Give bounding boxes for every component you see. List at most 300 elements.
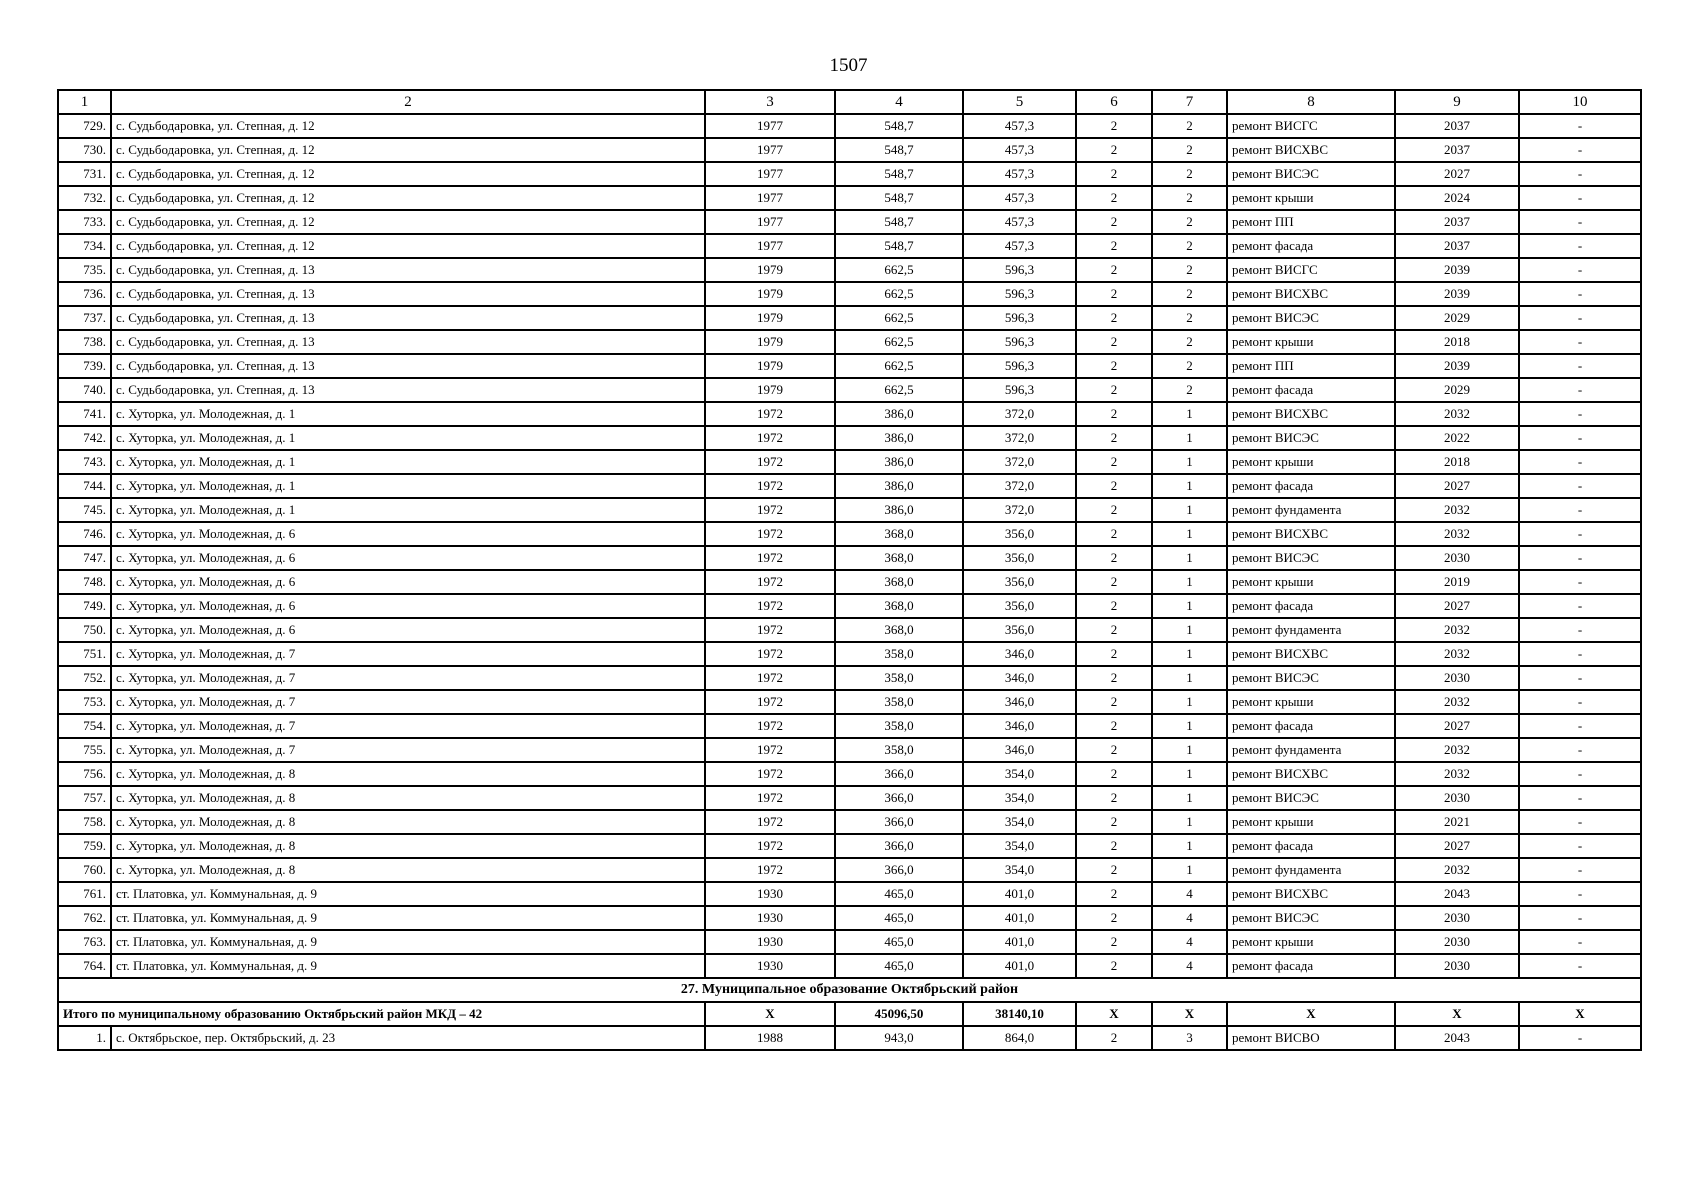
table-row: [58, 834, 1641, 858]
table-row: [58, 306, 1641, 330]
entrances-cell: 4: [1152, 930, 1227, 954]
year-built-cell: 1977: [705, 114, 835, 138]
repair-type-cell: ремонт ВИСЭС: [1227, 546, 1395, 570]
year-built-cell: 1977: [705, 162, 835, 186]
row-number-cell: 741.: [58, 402, 111, 426]
living-area-cell: 354,0: [963, 786, 1076, 810]
year-built-cell: 1972: [705, 858, 835, 882]
address-cell: с. Хуторка, ул. Молодежная, д. 6: [111, 570, 705, 594]
row-number-cell: 729.: [58, 114, 111, 138]
total-area-cell: 358,0: [835, 738, 963, 762]
entrances-cell: 4: [1152, 906, 1227, 930]
table-row: [58, 858, 1641, 882]
planned-year-cell: 2030: [1395, 954, 1519, 978]
note-cell: -: [1519, 930, 1641, 954]
entrances-cell: 2: [1152, 162, 1227, 186]
entrances-cell: 1: [1152, 738, 1227, 762]
floors-cell: 2: [1076, 762, 1152, 786]
total-area-cell: 368,0: [835, 570, 963, 594]
note-cell: -: [1519, 810, 1641, 834]
total-area-cell: 662,5: [835, 282, 963, 306]
table-row: [58, 234, 1641, 258]
entrances-cell: 4: [1152, 954, 1227, 978]
row-number-cell: 738.: [58, 330, 111, 354]
row-number-cell: 744.: [58, 474, 111, 498]
row-number-cell: 764.: [58, 954, 111, 978]
address-cell: с. Хуторка, ул. Молодежная, д. 1: [111, 474, 705, 498]
entrances-cell: 1: [1152, 450, 1227, 474]
year-built-cell: 1979: [705, 258, 835, 282]
living-area-cell: 354,0: [963, 762, 1076, 786]
table-row: [58, 1026, 1641, 1050]
note-cell: -: [1519, 426, 1641, 450]
total-value-cell: 38140,10: [963, 1002, 1076, 1026]
living-area-cell: 356,0: [963, 546, 1076, 570]
entrances-cell: 1: [1152, 834, 1227, 858]
address-cell: с. Судьбодаровка, ул. Степная, д. 12: [111, 114, 705, 138]
living-area-cell: 457,3: [963, 234, 1076, 258]
repair-type-cell: ремонт ПП: [1227, 210, 1395, 234]
address-cell: с. Судьбодаровка, ул. Степная, д. 13: [111, 282, 705, 306]
planned-year-cell: 2030: [1395, 930, 1519, 954]
living-area-cell: 401,0: [963, 882, 1076, 906]
total-area-cell: 386,0: [835, 498, 963, 522]
floors-cell: 2: [1076, 114, 1152, 138]
floors-cell: 2: [1076, 618, 1152, 642]
entrances-cell: 2: [1152, 114, 1227, 138]
table-row: [58, 258, 1641, 282]
repair-type-cell: ремонт фундамента: [1227, 858, 1395, 882]
table-row: [58, 570, 1641, 594]
address-cell: с. Хуторка, ул. Молодежная, д. 1: [111, 426, 705, 450]
address-cell: с. Хуторка, ул. Молодежная, д. 6: [111, 522, 705, 546]
year-built-cell: 1979: [705, 330, 835, 354]
row-number-cell: 735.: [58, 258, 111, 282]
entrances-cell: 1: [1152, 546, 1227, 570]
entrances-cell: 2: [1152, 258, 1227, 282]
living-area-cell: 457,3: [963, 114, 1076, 138]
total-area-cell: 662,5: [835, 258, 963, 282]
column-header: 9: [1395, 90, 1519, 114]
page-number: 1507: [829, 55, 868, 76]
note-cell: -: [1519, 474, 1641, 498]
address-cell: с. Хуторка, ул. Молодежная, д. 8: [111, 858, 705, 882]
note-cell: -: [1519, 786, 1641, 810]
row-number-cell: 734.: [58, 234, 111, 258]
table-body: [58, 90, 1641, 1050]
living-area-cell: 372,0: [963, 426, 1076, 450]
row-number-cell: 746.: [58, 522, 111, 546]
table-row: [58, 522, 1641, 546]
row-number-cell: 748.: [58, 570, 111, 594]
year-built-cell: 1972: [705, 666, 835, 690]
address-cell: с. Хуторка, ул. Молодежная, д. 1: [111, 450, 705, 474]
entrances-cell: 1: [1152, 858, 1227, 882]
table-row: [58, 594, 1641, 618]
total-area-cell: 386,0: [835, 426, 963, 450]
total-area-cell: 368,0: [835, 546, 963, 570]
address-cell: с. Хуторка, ул. Молодежная, д. 6: [111, 618, 705, 642]
address-cell: с. Судьбодаровка, ул. Степная, д. 12: [111, 210, 705, 234]
total-area-cell: 366,0: [835, 834, 963, 858]
table-row: [58, 330, 1641, 354]
column-header: 10: [1519, 90, 1641, 114]
repair-type-cell: ремонт крыши: [1227, 570, 1395, 594]
living-area-cell: 457,3: [963, 186, 1076, 210]
note-cell: -: [1519, 282, 1641, 306]
row-number-cell: 762.: [58, 906, 111, 930]
planned-year-cell: 2019: [1395, 570, 1519, 594]
entrances-cell: 1: [1152, 522, 1227, 546]
total-label: Итого по муниципальному образованию Октябрьский район МКД – 42: [58, 1002, 705, 1026]
living-area-cell: 356,0: [963, 570, 1076, 594]
planned-year-cell: 2032: [1395, 498, 1519, 522]
total-area-cell: 662,5: [835, 378, 963, 402]
table-row: [58, 666, 1641, 690]
living-area-cell: 596,3: [963, 354, 1076, 378]
living-area-cell: 457,3: [963, 210, 1076, 234]
entrances-cell: 2: [1152, 282, 1227, 306]
living-area-cell: 356,0: [963, 522, 1076, 546]
total-area-cell: 548,7: [835, 234, 963, 258]
year-built-cell: 1972: [705, 762, 835, 786]
row-number-cell: 753.: [58, 690, 111, 714]
total-area-cell: 366,0: [835, 762, 963, 786]
planned-year-cell: 2037: [1395, 234, 1519, 258]
planned-year-cell: 2032: [1395, 738, 1519, 762]
living-area-cell: 346,0: [963, 642, 1076, 666]
total-area-cell: 548,7: [835, 138, 963, 162]
total-area-cell: 358,0: [835, 714, 963, 738]
year-built-cell: 1977: [705, 138, 835, 162]
address-cell: с. Судьбодаровка, ул. Степная, д. 13: [111, 306, 705, 330]
repair-register-table: [57, 89, 1642, 1051]
floors-cell: 2: [1076, 378, 1152, 402]
floors-cell: 2: [1076, 522, 1152, 546]
living-area-cell: 372,0: [963, 498, 1076, 522]
repair-type-cell: ремонт ВИСЭС: [1227, 906, 1395, 930]
repair-type-cell: ремонт ВИСЭС: [1227, 162, 1395, 186]
planned-year-cell: 2027: [1395, 594, 1519, 618]
living-area-cell: 346,0: [963, 666, 1076, 690]
column-header: 1: [58, 90, 111, 114]
note-cell: -: [1519, 858, 1641, 882]
table-row: [58, 690, 1641, 714]
note-cell: -: [1519, 354, 1641, 378]
planned-year-cell: 2030: [1395, 666, 1519, 690]
total-area-cell: 662,5: [835, 330, 963, 354]
year-built-cell: 1972: [705, 450, 835, 474]
address-cell: ст. Платовка, ул. Коммунальная, д. 9: [111, 906, 705, 930]
note-cell: -: [1519, 138, 1641, 162]
row-number-cell: 755.: [58, 738, 111, 762]
planned-year-cell: 2027: [1395, 162, 1519, 186]
table-row: [58, 402, 1641, 426]
row-number-cell: 743.: [58, 450, 111, 474]
column-header: 6: [1076, 90, 1152, 114]
planned-year-cell: 2022: [1395, 426, 1519, 450]
address-cell: с. Судьбодаровка, ул. Степная, д. 13: [111, 378, 705, 402]
planned-year-cell: 2024: [1395, 186, 1519, 210]
table-row: [58, 450, 1641, 474]
repair-type-cell: ремонт фундамента: [1227, 498, 1395, 522]
living-area-cell: 457,3: [963, 162, 1076, 186]
planned-year-cell: 2029: [1395, 378, 1519, 402]
column-header: 2: [111, 90, 705, 114]
note-cell: -: [1519, 402, 1641, 426]
table-row: [58, 498, 1641, 522]
repair-type-cell: ремонт ВИСГС: [1227, 258, 1395, 282]
note-cell: -: [1519, 546, 1641, 570]
planned-year-cell: 2030: [1395, 786, 1519, 810]
entrances-cell: 1: [1152, 714, 1227, 738]
total-area-cell: 465,0: [835, 882, 963, 906]
address-cell: с. Хуторка, ул. Молодежная, д. 8: [111, 810, 705, 834]
total-area-cell: 548,7: [835, 114, 963, 138]
note-cell: -: [1519, 882, 1641, 906]
planned-year-cell: 2032: [1395, 690, 1519, 714]
living-area-cell: 354,0: [963, 810, 1076, 834]
floors-cell: 2: [1076, 282, 1152, 306]
year-built-cell: 1979: [705, 282, 835, 306]
repair-type-cell: ремонт ВИСХВС: [1227, 522, 1395, 546]
total-area-cell: 366,0: [835, 810, 963, 834]
living-area-cell: 457,3: [963, 138, 1076, 162]
entrances-cell: 2: [1152, 210, 1227, 234]
table-row: [58, 930, 1641, 954]
note-cell: -: [1519, 594, 1641, 618]
row-number-cell: 763.: [58, 930, 111, 954]
address-cell: с. Судьбодаровка, ул. Степная, д. 13: [111, 330, 705, 354]
floors-cell: 2: [1076, 138, 1152, 162]
entrances-cell: 1: [1152, 570, 1227, 594]
year-built-cell: 1972: [705, 522, 835, 546]
repair-type-cell: ремонт крыши: [1227, 450, 1395, 474]
total-value-cell: Х: [1152, 1002, 1227, 1026]
note-cell: -: [1519, 186, 1641, 210]
floors-cell: 2: [1076, 738, 1152, 762]
address-cell: ст. Платовка, ул. Коммунальная, д. 9: [111, 930, 705, 954]
year-built-cell: 1977: [705, 186, 835, 210]
living-area-cell: 596,3: [963, 378, 1076, 402]
entrances-cell: 2: [1152, 306, 1227, 330]
repair-type-cell: ремонт ВИСХВС: [1227, 762, 1395, 786]
address-cell: с. Хуторка, ул. Молодежная, д. 8: [111, 762, 705, 786]
note-cell: -: [1519, 906, 1641, 930]
year-built-cell: 1972: [705, 570, 835, 594]
floors-cell: 2: [1076, 930, 1152, 954]
repair-type-cell: ремонт ВИСХВС: [1227, 402, 1395, 426]
year-built-cell: 1972: [705, 642, 835, 666]
row-number-cell: 751.: [58, 642, 111, 666]
row-number-cell: 749.: [58, 594, 111, 618]
total-area-cell: 368,0: [835, 618, 963, 642]
planned-year-cell: 2032: [1395, 618, 1519, 642]
entrances-cell: 1: [1152, 498, 1227, 522]
entrances-cell: 1: [1152, 426, 1227, 450]
planned-year-cell: 2043: [1395, 882, 1519, 906]
repair-type-cell: ремонт фасада: [1227, 714, 1395, 738]
address-cell: с. Хуторка, ул. Молодежная, д. 7: [111, 714, 705, 738]
floors-cell: 2: [1076, 666, 1152, 690]
floors-cell: 2: [1076, 450, 1152, 474]
repair-type-cell: ремонт ВИСЭС: [1227, 306, 1395, 330]
total-value-cell: 45096,50: [835, 1002, 963, 1026]
row-number-cell: 760.: [58, 858, 111, 882]
living-area-cell: 346,0: [963, 690, 1076, 714]
floors-cell: 2: [1076, 786, 1152, 810]
note-cell: -: [1519, 210, 1641, 234]
floors-cell: 2: [1076, 906, 1152, 930]
note-cell: -: [1519, 306, 1641, 330]
row-number-cell: 747.: [58, 546, 111, 570]
address-cell: с. Хуторка, ул. Молодежная, д. 7: [111, 690, 705, 714]
planned-year-cell: 2039: [1395, 354, 1519, 378]
address-cell: с. Судьбодаровка, ул. Степная, д. 13: [111, 354, 705, 378]
row-number-cell: 754.: [58, 714, 111, 738]
repair-type-cell: ремонт ВИСХВС: [1227, 642, 1395, 666]
entrances-cell: 2: [1152, 330, 1227, 354]
year-built-cell: 1972: [705, 738, 835, 762]
section-heading-row: [58, 978, 1641, 1002]
floors-cell: 2: [1076, 426, 1152, 450]
floors-cell: 2: [1076, 234, 1152, 258]
table-row: [58, 762, 1641, 786]
total-area-cell: 366,0: [835, 786, 963, 810]
total-value-cell: Х: [1519, 1002, 1641, 1026]
entrances-cell: 2: [1152, 378, 1227, 402]
repair-type-cell: ремонт крыши: [1227, 690, 1395, 714]
table-row: [58, 426, 1641, 450]
living-area-cell: 372,0: [963, 450, 1076, 474]
address-cell: с. Судьбодаровка, ул. Степная, д. 13: [111, 258, 705, 282]
living-area-cell: 596,3: [963, 258, 1076, 282]
note-cell: -: [1519, 642, 1641, 666]
note-cell: -: [1519, 714, 1641, 738]
planned-year-cell: 2043: [1395, 1026, 1519, 1050]
table-row: [58, 906, 1641, 930]
table-row: [58, 162, 1641, 186]
table-row: [58, 810, 1641, 834]
planned-year-cell: 2037: [1395, 138, 1519, 162]
planned-year-cell: 2021: [1395, 810, 1519, 834]
floors-cell: 2: [1076, 1026, 1152, 1050]
repair-type-cell: ремонт ПП: [1227, 354, 1395, 378]
total-value-cell: Х: [1076, 1002, 1152, 1026]
row-number-cell: 730.: [58, 138, 111, 162]
entrances-cell: 2: [1152, 138, 1227, 162]
year-built-cell: 1979: [705, 354, 835, 378]
floors-cell: 2: [1076, 570, 1152, 594]
row-number-cell: 752.: [58, 666, 111, 690]
note-cell: -: [1519, 738, 1641, 762]
address-cell: с. Судьбодаровка, ул. Степная, д. 12: [111, 186, 705, 210]
year-built-cell: 1972: [705, 834, 835, 858]
planned-year-cell: 2037: [1395, 210, 1519, 234]
living-area-cell: 354,0: [963, 858, 1076, 882]
repair-type-cell: ремонт фасада: [1227, 834, 1395, 858]
total-area-cell: 548,7: [835, 186, 963, 210]
total-area-cell: 386,0: [835, 450, 963, 474]
planned-year-cell: 2027: [1395, 834, 1519, 858]
note-cell: -: [1519, 450, 1641, 474]
table-row: [58, 186, 1641, 210]
floors-cell: 2: [1076, 474, 1152, 498]
repair-type-cell: ремонт ВИСВО: [1227, 1026, 1395, 1050]
repair-type-cell: ремонт крыши: [1227, 330, 1395, 354]
living-area-cell: 596,3: [963, 330, 1076, 354]
section-title: 27. Муниципальное образование Октябрьский район: [58, 978, 1641, 1002]
address-cell: с. Хуторка, ул. Молодежная, д. 8: [111, 834, 705, 858]
note-cell: -: [1519, 690, 1641, 714]
year-built-cell: 1972: [705, 786, 835, 810]
total-value-cell: Х: [1227, 1002, 1395, 1026]
repair-type-cell: ремонт ВИСХВС: [1227, 882, 1395, 906]
repair-type-cell: ремонт ВИСГС: [1227, 114, 1395, 138]
year-built-cell: 1988: [705, 1026, 835, 1050]
year-built-cell: 1930: [705, 882, 835, 906]
address-cell: с. Хуторка, ул. Молодежная, д. 7: [111, 738, 705, 762]
address-cell: ст. Платовка, ул. Коммунальная, д. 9: [111, 882, 705, 906]
address-cell: с. Октябрьское, пер. Октябрьский, д. 23: [111, 1026, 705, 1050]
planned-year-cell: 2018: [1395, 330, 1519, 354]
note-cell: -: [1519, 114, 1641, 138]
floors-cell: 2: [1076, 402, 1152, 426]
entrances-cell: 1: [1152, 810, 1227, 834]
entrances-cell: 1: [1152, 474, 1227, 498]
floors-cell: 2: [1076, 594, 1152, 618]
floors-cell: 2: [1076, 810, 1152, 834]
entrances-cell: 1: [1152, 666, 1227, 690]
living-area-cell: 401,0: [963, 906, 1076, 930]
repair-type-cell: ремонт ВИСХВС: [1227, 138, 1395, 162]
year-built-cell: 1972: [705, 546, 835, 570]
note-cell: -: [1519, 378, 1641, 402]
table-row: [58, 786, 1641, 810]
row-number-cell: 750.: [58, 618, 111, 642]
year-built-cell: 1979: [705, 378, 835, 402]
entrances-cell: 1: [1152, 618, 1227, 642]
planned-year-cell: 2032: [1395, 522, 1519, 546]
entrances-cell: 3: [1152, 1026, 1227, 1050]
entrances-cell: 1: [1152, 762, 1227, 786]
row-number-cell: 731.: [58, 162, 111, 186]
address-cell: с. Хуторка, ул. Молодежная, д. 1: [111, 498, 705, 522]
year-built-cell: 1972: [705, 426, 835, 450]
living-area-cell: 356,0: [963, 618, 1076, 642]
living-area-cell: 372,0: [963, 474, 1076, 498]
repair-type-cell: ремонт фундамента: [1227, 738, 1395, 762]
total-area-cell: 465,0: [835, 954, 963, 978]
table-row: [58, 282, 1641, 306]
repair-type-cell: ремонт ВИСХВС: [1227, 282, 1395, 306]
living-area-cell: 354,0: [963, 834, 1076, 858]
note-cell: -: [1519, 618, 1641, 642]
living-area-cell: 372,0: [963, 402, 1076, 426]
table-row: [58, 618, 1641, 642]
table-row: [58, 210, 1641, 234]
repair-type-cell: ремонт фасада: [1227, 234, 1395, 258]
floors-cell: 2: [1076, 498, 1152, 522]
column-header: 3: [705, 90, 835, 114]
address-cell: с. Хуторка, ул. Молодежная, д. 7: [111, 666, 705, 690]
total-area-cell: 465,0: [835, 906, 963, 930]
year-built-cell: 1977: [705, 234, 835, 258]
row-number-cell: 745.: [58, 498, 111, 522]
table-row: [58, 954, 1641, 978]
entrances-cell: 2: [1152, 234, 1227, 258]
note-cell: -: [1519, 834, 1641, 858]
